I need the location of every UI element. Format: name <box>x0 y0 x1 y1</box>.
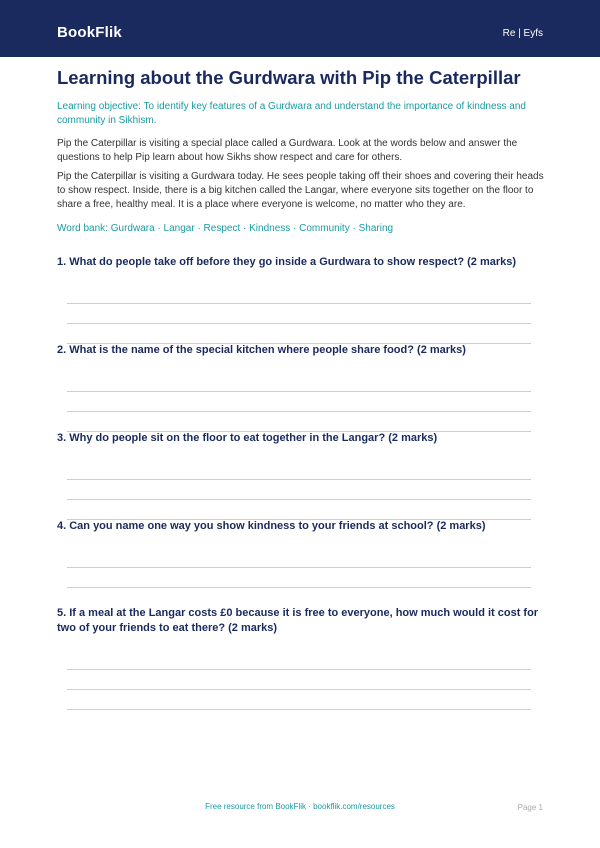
page-number: Page 1 <box>517 803 543 812</box>
answer-line[interactable] <box>67 567 531 568</box>
header-bar <box>0 0 600 57</box>
answer-line[interactable] <box>67 391 531 392</box>
word-bank: Word bank: Gurdwara · Langar · Respect · Kindness · Community · Sharing <box>57 223 394 234</box>
worksheet-title: Learning about the Gurdwara with Pip the Caterpillar <box>57 67 521 88</box>
answer-line[interactable] <box>67 587 531 588</box>
answer-line[interactable] <box>67 499 531 500</box>
answer-line[interactable] <box>67 323 531 324</box>
answer-line[interactable] <box>67 411 531 412</box>
question-5: 5. If a meal at the Langar costs £0 because it is free to everyone, how much would it cost for two of your friends to eat there? (2 marks) <box>57 607 539 634</box>
answer-line[interactable] <box>67 303 531 304</box>
intro-paragraph: Pip the Caterpillar is visiting a special place called a Gurdwara. Look at the words below and answer the questions to help Pip learn about how Sikhs show respect and care for others. <box>57 138 518 163</box>
footer-source-link[interactable]: Free resource from BookFlik · bookflik.com/resources <box>205 802 395 811</box>
brand-logo[interactable]: BookFlik <box>57 24 122 41</box>
answer-line[interactable] <box>67 669 531 670</box>
question-3: 3. Why do people sit on the floor to eat together in the Langar? (2 marks) <box>57 432 438 444</box>
subject-level-label: Re | Eyfs <box>502 28 543 39</box>
answer-line[interactable] <box>67 479 531 480</box>
answer-line[interactable] <box>67 709 531 710</box>
question-1: 1. What do people take off before they go inside a Gurdwara to show respect? (2 marks) <box>57 256 517 268</box>
learning-objective: Learning objective: To identify key features of a Gurdwara and understand the importance of kindness and community in Sikhism. <box>57 101 526 126</box>
story-paragraph: Pip the Caterpillar is visiting a Gurdwara today. He sees people taking off their shoes and covering their heads to show respect. Inside, there is a big kitchen called the Langar, where everyone sits together on the floor to share a free, healthy meal. It is a place where everyone is welcome, no matter who they are. <box>57 171 544 210</box>
question-4: 4. Can you name one way you show kindness to your friends at school? (2 marks) <box>57 520 486 532</box>
answer-line[interactable] <box>67 689 531 690</box>
question-2: 2. What is the name of the special kitchen where people share food? (2 marks) <box>57 344 466 356</box>
